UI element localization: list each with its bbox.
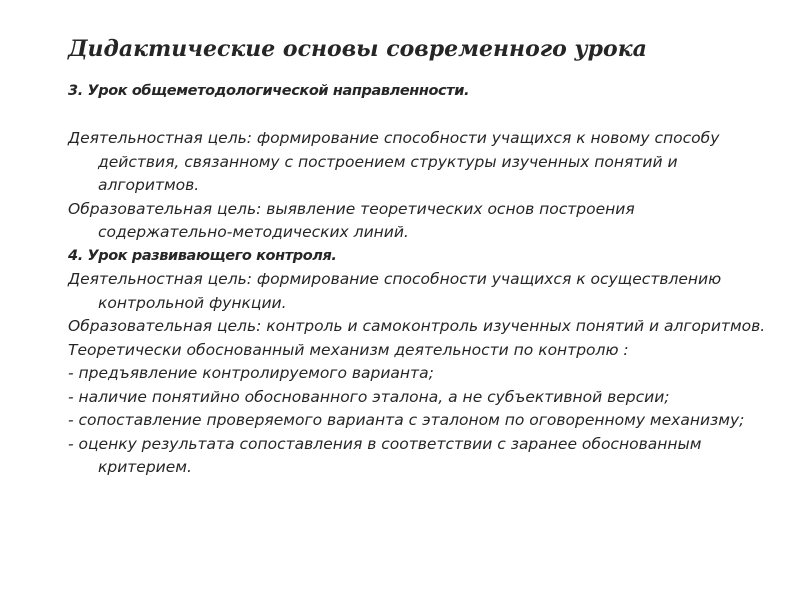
mechanism-item: - оценку результата сопоставления в соответствии с заранее обоснованным критерием. xyxy=(68,434,702,476)
mechanism-intro: Теоретически обоснованный механизм деятельности по контролю : xyxy=(68,340,629,359)
mechanism-item: - наличие понятийно обоснованного эталона, а не субъективной версии; xyxy=(68,387,670,406)
section-4-heading: 4. Урок развивающего контроля. xyxy=(68,247,337,264)
section-3-educational-goal: Образовательная цель: выявление теоретических основ построения содержательно-методических линий. xyxy=(68,199,635,241)
mechanism-item: - предъявление контролируемого варианта; xyxy=(68,364,434,382)
slide-body xyxy=(68,80,768,480)
section-3-activity-goal: Деятельностная цель: формирование способности учащихся к новому способу действия, связанному с построением структуры изученных понятий и алгоритмов. xyxy=(68,129,720,194)
section-4-educational-goal: Образовательная цель: контроль и самоконтроль изученных понятий и алгоритмов. xyxy=(68,317,766,335)
section-3-heading: 3. Урок общеметодологической направленности. xyxy=(68,83,470,99)
slide-title: Дидактические основы современного урока xyxy=(68,36,647,62)
mechanism-item: - сопоставление проверяемого варианта с эталоном по оговоренному механизму; xyxy=(68,411,745,429)
paragraph-spacer xyxy=(68,104,768,128)
section-4-activity-goal: Деятельностная цель: формирование способности учащихся к осуществлению контрольной функции. xyxy=(68,270,722,312)
